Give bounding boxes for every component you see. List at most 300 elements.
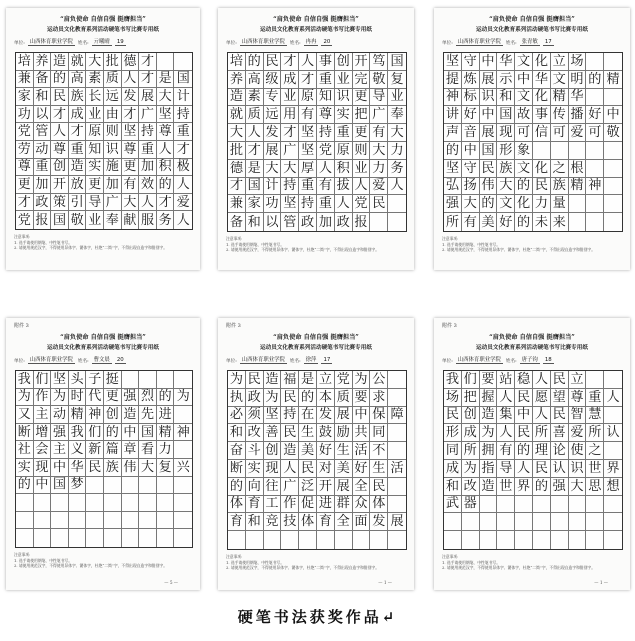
number-value: 20: [323, 39, 331, 45]
grid-cell: 的: [246, 53, 264, 71]
grid-cell: [515, 496, 533, 514]
grid-cell: 障: [388, 407, 406, 425]
grid-cell: [157, 494, 175, 512]
grid-cell: [533, 496, 551, 514]
grid-cell: 长: [86, 88, 104, 106]
grid-cell: 生: [335, 442, 353, 460]
grid-cell: 执: [228, 389, 246, 407]
grid-cell: 素: [246, 89, 264, 107]
grid-cell: [497, 513, 515, 531]
grid-cell: 共: [353, 424, 371, 442]
grid-cell: 认: [551, 460, 569, 478]
grid-cell: 奉: [104, 211, 122, 229]
grid-cell: 才: [228, 178, 246, 196]
grid-cell: 则: [104, 123, 122, 141]
unit-value: 山西体育职业学院: [241, 39, 285, 45]
grid-cell: 精: [69, 406, 87, 424]
grid-cell: 故: [515, 106, 533, 124]
grid-cell: 造: [228, 89, 246, 107]
grid-cell: 导: [86, 194, 104, 212]
grid-cell: 识: [104, 141, 122, 159]
grid-cell: 成: [69, 106, 87, 124]
note-item: 2. 请使用规范汉字，不得使用异体字、繁体字，杜绝“二简”字，不得出现自造字和错别字。: [442, 565, 595, 570]
grid-cell: 声: [444, 124, 462, 142]
grid-cell: 持: [174, 106, 192, 124]
grid-cell: 民: [370, 478, 388, 496]
grid-cell: 有: [370, 124, 388, 142]
grid-cell: 更: [122, 159, 140, 177]
grid-cell: 展: [335, 478, 353, 496]
grid-cell: 爱: [370, 178, 388, 196]
grid-cell: 同: [444, 442, 462, 460]
grid-cell: 才: [16, 194, 34, 212]
grid-cell: 持: [299, 195, 317, 213]
grid-cell: [586, 89, 604, 107]
grid-cell: 展: [480, 124, 498, 142]
grid-cell: 为: [174, 389, 192, 407]
grid-cell: 造: [122, 406, 140, 424]
note-item: 2. 请使用规范汉字，不得使用异体字、繁体字，杜绝“二简”字，不得出现自造字和错别字。: [14, 563, 167, 568]
attachment-label: 附件 3: [442, 323, 457, 329]
grid-cell: 拥: [480, 442, 498, 460]
grid-cell: 引: [69, 194, 87, 212]
grid-cell: 把: [462, 389, 480, 407]
grid-cell: 用: [281, 106, 299, 124]
grid-cell: 体: [299, 513, 317, 531]
unit-label: 单位:: [442, 41, 453, 46]
grid-cell: 主: [51, 441, 69, 459]
grid-cell: 力: [370, 160, 388, 178]
grid-cell: 复: [157, 459, 175, 477]
page-number: — 1 —: [378, 580, 392, 585]
grid-cell: 国: [174, 71, 192, 89]
grid-cell: 才: [174, 141, 192, 159]
grid-cell: 报: [353, 213, 371, 231]
grid-cell: 开: [51, 176, 69, 194]
grid-cell: 立: [317, 371, 335, 389]
grid-cell: [122, 371, 140, 389]
grid-cell: 有: [122, 176, 140, 194]
grid-cell: 理: [533, 442, 551, 460]
attachment-label: 附件 3: [226, 323, 241, 329]
grid-cell: 全: [335, 513, 353, 531]
grid-cell: 放: [69, 176, 87, 194]
grid-cell: [388, 389, 406, 407]
notes-title: 注意事项:: [14, 552, 31, 557]
grid-cell: [139, 529, 157, 547]
grid-cell: 大: [370, 142, 388, 160]
grid-cell: 中: [122, 424, 140, 442]
unit-value: 山西体育职业学院: [29, 357, 73, 363]
grid-cell: [122, 512, 140, 530]
grid-cell: 伟: [122, 459, 140, 477]
grid-cell: 民: [515, 424, 533, 442]
grid-cell: 所: [444, 213, 462, 231]
grid-cell: 来: [551, 213, 569, 231]
grid-cell: 音: [462, 124, 480, 142]
grid-cell: 大: [497, 178, 515, 196]
grid-cell: 国: [139, 424, 157, 442]
grid-cell: [174, 529, 192, 547]
grid-cell: 重: [335, 124, 353, 142]
grid-cell: 认: [604, 424, 622, 442]
unit-label: 单位:: [14, 359, 25, 364]
grid-cell: 才: [299, 71, 317, 89]
grid-cell: 策: [51, 194, 69, 212]
grid-cell: [480, 513, 498, 531]
grid-cell: 是: [157, 71, 175, 89]
grid-cell: 在: [299, 407, 317, 425]
grid-cell: 大: [264, 160, 282, 178]
grid-cell: 批: [104, 53, 122, 71]
grid-cell: 人: [299, 53, 317, 71]
grid-cell: 民: [515, 389, 533, 407]
number-value: 18: [544, 357, 552, 363]
grid-cell: 象: [515, 142, 533, 160]
grid-cell: 造: [51, 53, 69, 71]
grid-cell: 作: [34, 389, 52, 407]
grid-cell: [604, 213, 622, 231]
grid-cell: 成: [462, 424, 480, 442]
grid-cell: 加: [317, 213, 335, 231]
grid-cell: 文: [515, 160, 533, 178]
grid-cell: 人: [157, 141, 175, 159]
grid-cell: [51, 529, 69, 547]
grid-cell: [370, 531, 388, 549]
grid-cell: 知: [317, 89, 335, 107]
grid-cell: 党: [16, 211, 34, 229]
grid-cell: 站: [497, 371, 515, 389]
grid-cell: 好: [353, 460, 371, 478]
grid-cell: 人: [317, 160, 335, 178]
unit-label: 单位:: [442, 359, 453, 364]
grid-cell: 人: [51, 123, 69, 141]
grid-cell: 是: [246, 160, 264, 178]
grid-cell: [335, 531, 353, 549]
grid-cell: 中: [51, 459, 69, 477]
grid-cell: 的: [480, 195, 498, 213]
grid-cell: 国: [480, 142, 498, 160]
grid-cell: 代: [86, 389, 104, 407]
grid-cell: [174, 406, 192, 424]
grid-cell: 造: [480, 407, 498, 425]
grid-cell: 才: [281, 124, 299, 142]
grid-cell: 导: [370, 89, 388, 107]
grid-cell: 备: [228, 213, 246, 231]
grid-cell: 文: [515, 53, 533, 71]
grid-cell: 坚: [157, 106, 175, 124]
grid-cell: 活: [388, 460, 406, 478]
grid-cell: [174, 512, 192, 530]
grid-cell: [604, 407, 622, 425]
grid-cell: 人: [139, 194, 157, 212]
grid-cell: 业: [335, 71, 353, 89]
grid-cell: 先: [139, 406, 157, 424]
grid-cell: [515, 513, 533, 531]
grid-cell: [569, 195, 587, 213]
grid-cell: 族: [104, 459, 122, 477]
grid-cell: [104, 529, 122, 547]
grid-cell: 现: [497, 124, 515, 142]
writing-grid: [227, 370, 407, 550]
grid-cell: 进: [157, 406, 175, 424]
grid-cell: [104, 477, 122, 495]
grid-cell: 福: [281, 371, 299, 389]
grid-cell: 大: [462, 195, 480, 213]
grid-cell: [69, 494, 87, 512]
grid-cell: 的: [444, 142, 462, 160]
grid-cell: 大: [122, 194, 140, 212]
grid-cell: 善: [264, 424, 282, 442]
form-subtitle: 运动员文化教育系列活动硬笔书写比赛专用纸: [260, 345, 372, 351]
grid-cell: 我: [444, 371, 462, 389]
notes-title: 注意事项:: [14, 234, 31, 239]
grid-cell: 知: [86, 141, 104, 159]
entry-sheet-2: [218, 8, 414, 270]
grid-cell: [122, 477, 140, 495]
grid-cell: 活: [353, 442, 371, 460]
grid-cell: 武: [444, 496, 462, 514]
grid-cell: 服: [139, 211, 157, 229]
grid-cell: 人: [122, 71, 140, 89]
grid-cell: 党: [353, 195, 371, 213]
grid-cell: 量: [551, 195, 569, 213]
grid-cell: [122, 529, 140, 547]
grid-cell: 广: [139, 106, 157, 124]
grid-cell: 创: [462, 407, 480, 425]
grid-cell: 为: [353, 371, 371, 389]
grid-cell: [533, 513, 551, 531]
grid-cell: [569, 213, 587, 231]
grid-cell: [604, 89, 622, 107]
grid-cell: 人: [533, 371, 551, 389]
grid-cell: 高: [246, 71, 264, 89]
page-number: — 5 —: [164, 580, 178, 585]
grid-cell: 为: [16, 389, 34, 407]
name-label: 姓名:: [289, 41, 301, 46]
grid-cell: 群: [335, 496, 353, 514]
grid-cell: 人: [246, 124, 264, 142]
grid-cell: 化: [533, 89, 551, 107]
entry-sheet-5: [218, 318, 414, 590]
grid-cell: 才: [157, 194, 175, 212]
grid-cell: 计: [264, 178, 282, 196]
grid-cell: 识: [335, 89, 353, 107]
grid-cell: 我: [69, 424, 87, 442]
grid-cell: [551, 531, 569, 549]
grid-cell: 的: [533, 478, 551, 496]
notes-block: [226, 236, 406, 253]
notes-block: [226, 554, 406, 571]
grid-cell: 鼓: [317, 424, 335, 442]
grid-cell: 级: [264, 71, 282, 89]
grid-cell: 美: [480, 213, 498, 231]
grid-cell: [86, 494, 104, 512]
grid-cell: [16, 494, 34, 512]
number-value: 17: [544, 39, 552, 45]
grid-cell: 作: [281, 496, 299, 514]
grid-cell: 兼: [228, 195, 246, 213]
grid-cell: 重: [317, 195, 335, 213]
grid-cell: 重: [299, 178, 317, 196]
grid-cell: 族: [551, 178, 569, 196]
grid-cell: [299, 531, 317, 549]
grid-cell: 造: [69, 159, 87, 177]
grid-cell: 更: [16, 176, 34, 194]
grid-cell: 创: [264, 442, 282, 460]
grid-cell: 更: [86, 176, 104, 194]
grid-cell: 的: [157, 176, 175, 194]
grid-cell: 识: [569, 460, 587, 478]
grid-cell: 实: [246, 460, 264, 478]
grid-cell: 展: [480, 71, 498, 89]
grid-cell: 大: [569, 478, 587, 496]
note-item: 1. 选手请使用钢笔、中性笔书写。: [226, 241, 284, 247]
note-item: 1. 选手请使用钢笔、中性笔书写。: [14, 557, 72, 563]
grid-cell: 敬: [69, 211, 87, 229]
grid-cell: 效: [139, 176, 157, 194]
grid-cell: 展: [388, 513, 406, 531]
grid-cell: 大: [86, 53, 104, 71]
grid-cell: 培: [228, 53, 246, 71]
grid-cell: 进: [317, 496, 335, 514]
grid-cell: 计: [174, 88, 192, 106]
grid-cell: 保: [370, 407, 388, 425]
grid-cell: 事: [317, 53, 335, 71]
grid-cell: 加: [104, 176, 122, 194]
grid-cell: 求: [370, 389, 388, 407]
grid-cell: 的: [16, 477, 34, 495]
grid-cell: 思: [586, 478, 604, 496]
grid-cell: 斗: [246, 442, 264, 460]
grid-cell: 发: [317, 407, 335, 425]
unit-value: 山西体育职业学院: [457, 39, 501, 45]
grid-cell: 生: [370, 460, 388, 478]
grid-cell: 中: [34, 477, 52, 495]
grid-cell: 立: [569, 371, 587, 389]
grid-cell: 场: [569, 53, 587, 71]
writing-grid: [443, 370, 623, 550]
grid-cell: 民: [533, 460, 551, 478]
grid-cell: 有: [462, 213, 480, 231]
grid-cell: 守: [462, 160, 480, 178]
entry-sheet-4: [6, 318, 200, 590]
grid-cell: [69, 512, 87, 530]
grid-cell: 业: [388, 89, 406, 107]
attachment-label: 附件 3: [14, 323, 29, 329]
grid-cell: [604, 178, 622, 196]
grid-cell: 的: [104, 424, 122, 442]
unit-label: 单位:: [14, 41, 25, 46]
grid-cell: 体: [370, 496, 388, 514]
grid-cell: 远: [104, 88, 122, 106]
grid-cell: [586, 195, 604, 213]
notes-block: [14, 234, 192, 251]
grid-cell: 务: [388, 160, 406, 178]
grid-cell: 我: [16, 371, 34, 389]
grid-cell: 好: [317, 442, 335, 460]
grid-cell: 华: [569, 89, 587, 107]
grid-cell: 高: [69, 71, 87, 89]
grid-cell: 向: [246, 478, 264, 496]
grid-cell: [86, 477, 104, 495]
grid-cell: 增: [34, 424, 52, 442]
form-subtitle: 运动员文化教育系列活动硬笔书写比赛专用纸: [476, 345, 588, 351]
grid-cell: [569, 531, 587, 549]
grid-cell: [139, 512, 157, 530]
grid-cell: [480, 531, 498, 549]
grid-cell: 持: [281, 178, 299, 196]
grid-cell: 原: [335, 142, 353, 160]
grid-cell: [388, 424, 406, 442]
grid-cell: 劳: [16, 141, 34, 159]
entrant-info-row: [226, 37, 406, 46]
name-label: 姓名:: [77, 41, 89, 46]
grid-cell: 梦: [69, 477, 87, 495]
grid-cell: [586, 513, 604, 531]
grid-cell: 养: [34, 53, 52, 71]
grid-cell: [604, 442, 622, 460]
grid-cell: 有: [497, 442, 515, 460]
grid-cell: 坚: [51, 371, 69, 389]
grid-cell: 远: [264, 106, 282, 124]
grid-cell: [604, 195, 622, 213]
grid-cell: [462, 513, 480, 531]
grid-cell: 族: [497, 160, 515, 178]
grid-cell: 指: [480, 460, 498, 478]
grid-cell: 奋: [228, 442, 246, 460]
grid-cell: 实: [16, 459, 34, 477]
grid-cell: 传: [551, 106, 569, 124]
grid-cell: 发: [264, 124, 282, 142]
grid-cell: 愿: [533, 389, 551, 407]
grid-cell: 质: [246, 106, 264, 124]
grid-cell: [604, 371, 622, 389]
grid-cell: 标: [462, 89, 480, 107]
grid-cell: [586, 53, 604, 71]
grid-cell: 才: [139, 71, 157, 89]
grid-cell: 才: [122, 106, 140, 124]
grid-cell: 国: [497, 106, 515, 124]
grid-cell: 民: [551, 371, 569, 389]
grid-cell: [86, 529, 104, 547]
grid-cell: 社: [16, 441, 34, 459]
grid-cell: 的: [157, 389, 175, 407]
grid-cell: 子: [86, 371, 104, 389]
grid-cell: 世: [497, 478, 515, 496]
grid-cell: 奉: [388, 106, 406, 124]
grid-cell: 笃: [370, 53, 388, 71]
grid-cell: 中: [604, 106, 622, 124]
grid-cell: 敬: [604, 124, 622, 142]
grid-cell: [139, 371, 157, 389]
grid-cell: 业: [353, 160, 371, 178]
grid-cell: [388, 478, 406, 496]
grid-cell: [281, 531, 299, 549]
grid-cell: 弘: [444, 178, 462, 196]
grid-cell: 党: [317, 142, 335, 160]
grid-cell: 爱: [569, 424, 587, 442]
grid-cell: 大: [157, 88, 175, 106]
grid-cell: 人: [515, 460, 533, 478]
grid-cell: [586, 496, 604, 514]
grid-cell: [370, 213, 388, 231]
grid-cell: 报: [34, 211, 52, 229]
grid-cell: 可: [551, 124, 569, 142]
note-item: 1. 选手请使用钢笔、中性笔书写。: [226, 559, 284, 565]
note-item: 1. 选手请使用钢笔、中性笔书写。: [14, 239, 72, 245]
grid-cell: 喜: [551, 424, 569, 442]
